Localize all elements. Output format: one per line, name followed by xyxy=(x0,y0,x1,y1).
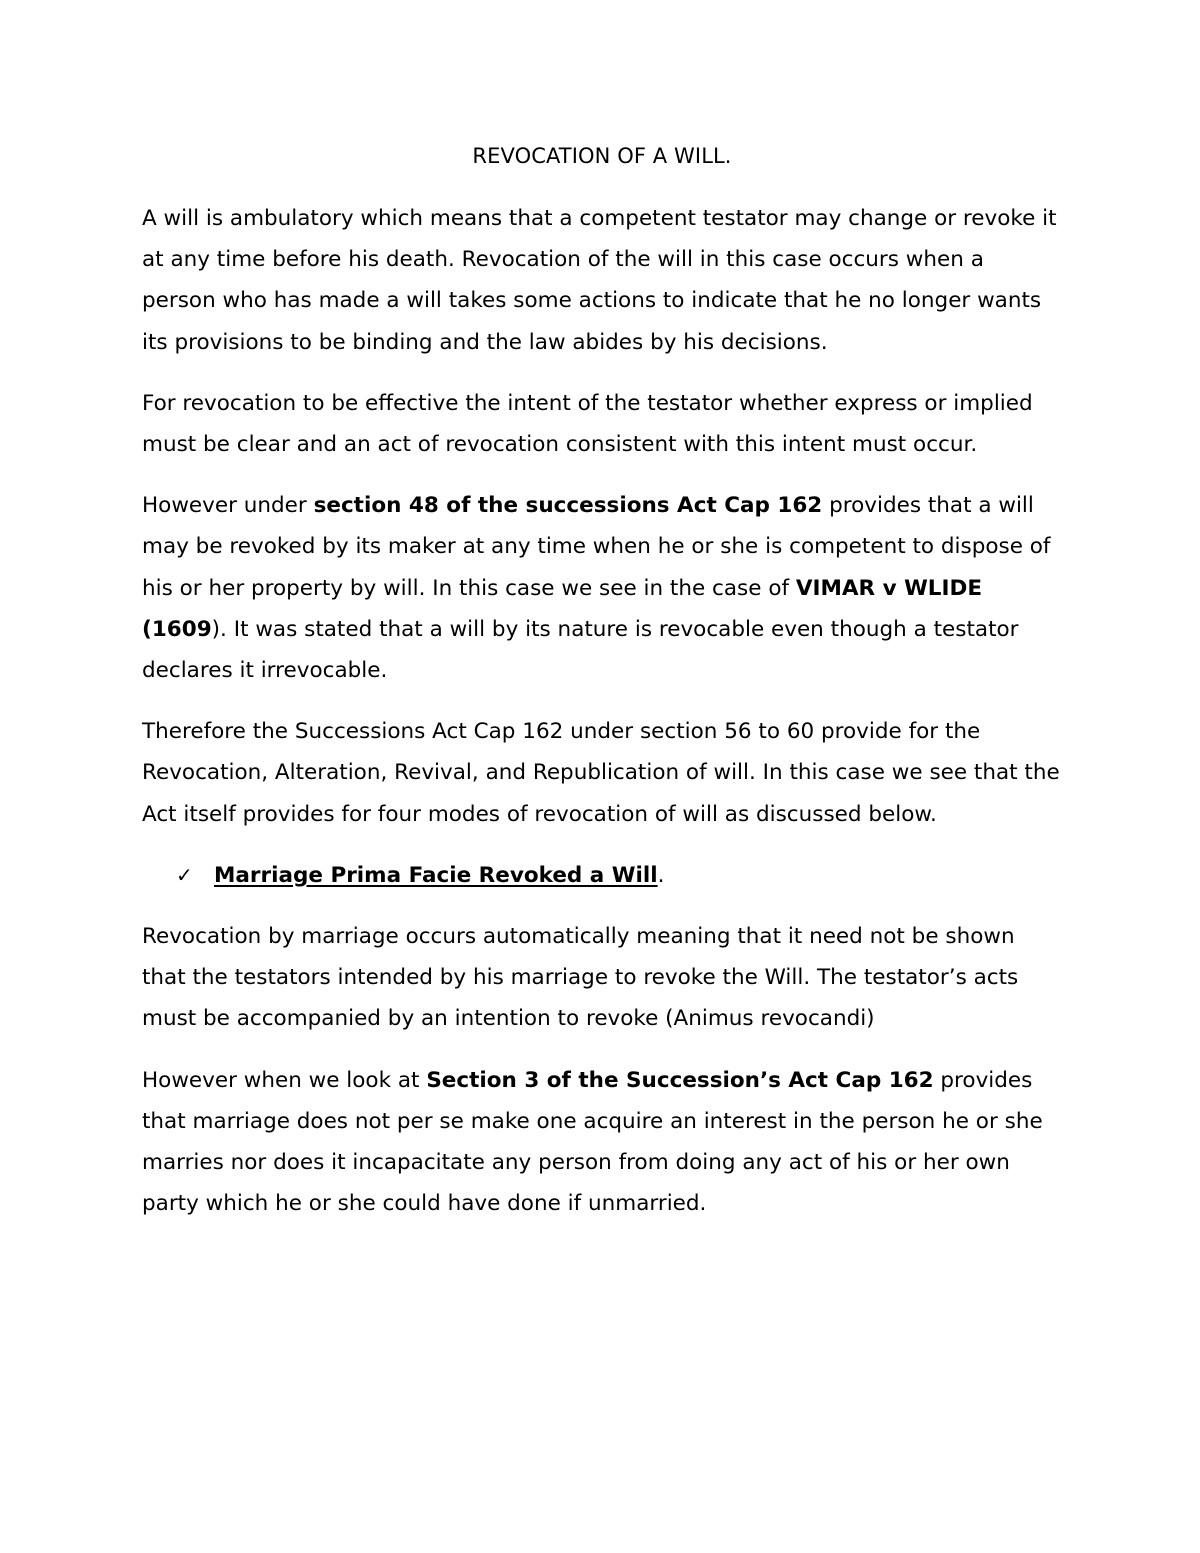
checklist-heading: Marriage Prima Facie Revoked a Will xyxy=(214,862,658,888)
p3-case-name: VIMAR v WLIDE (1609 xyxy=(142,575,983,642)
paragraph-ambulatory: A will is ambulatory which means that a competent testator may change or revoke it at any time before his death. Revocation of the will in this case occurs when a person who has made a will takes some actions to indicate that he no longer wants its provisions to be binding and the law abides by his decisions. xyxy=(142,206,1057,355)
p6-text-post: provides that marriage does not per se make one acquire an interest in the person he or she marries nor does it incapacitate any person from doing any act of his or her own party which he or she could have done if unmarried. xyxy=(142,1067,1043,1217)
paragraph-section-3 xyxy=(142,1060,1062,1225)
p6-text-pre: However when we look at xyxy=(142,1067,427,1093)
p3-text-pre: However under xyxy=(142,493,314,519)
paragraph-intent: For revocation to be effective the intent of the testator whether express or implied must be clear and an act of revocation consistent with this intent must occur. xyxy=(142,390,1033,458)
checkmark-icon: ✓ xyxy=(176,862,193,887)
checklist-heading-suffix: . xyxy=(657,862,665,888)
document-title: REVOCATION OF A WILL. xyxy=(472,144,732,168)
paragraph-section-48 xyxy=(142,485,1062,691)
p3-citation-section-48: section 48 of the successions Act Cap 162 xyxy=(313,493,823,519)
paragraph-revocation-by-marriage: Revocation by marriage occurs automatically meaning that it need not be shown that the testators intended by his marriage to revoke the Will. The testator’s acts must be accompanied by an intention to revoke (Animus revocandi) xyxy=(142,924,1019,1032)
checklist-item-marriage xyxy=(142,855,1062,896)
paragraph-sections-56-60: Therefore the Successions Act Cap 162 under section 56 to 60 provide for the Revocation, Alteration, Revival, and Republication of will. In this case we see that the Act itself provides for four modes of revocation of will as discussed below. xyxy=(142,719,1060,827)
p3-text-mid: provides that a will may be revoked by its maker at any time when he or she is competent to dispose of his or her property by will. In this case we see in the case of xyxy=(142,493,1051,601)
document-page xyxy=(142,138,1062,1244)
p3-text-post: ). It was stated that a will by its nature is revocable even though a testator declares it irrevocable. xyxy=(142,616,1019,684)
p6-citation-section-3: Section 3 of the Succession’s Act Cap 162 xyxy=(426,1067,934,1093)
